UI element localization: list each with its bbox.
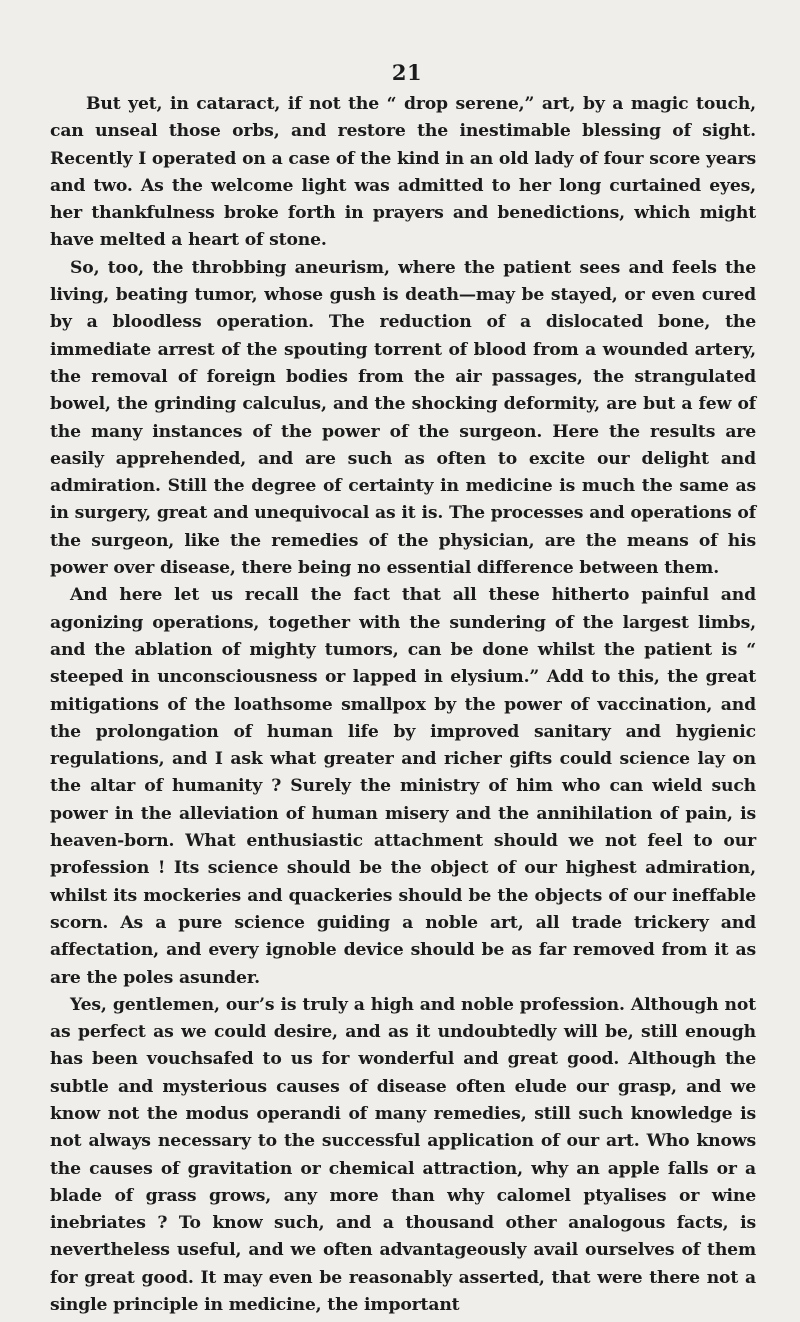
book-page — [50, 60, 756, 1319]
paragraph-painful-operations: And here let us recall the fact that all these hitherto painful and agonizing operations, together with the sundering of the largest limbs, and the ablation of mighty tumors, can be done whilst the patient is “ steeped in unconsciousness or lapped in elysium.” Add to this, the great mitigations of the loathsome smallpox by the power of vaccination, and the prolongation of human life by improved sanitary and hygienic regulations, and I ask what greater and richer gifts could science lay on the altar of humanity ? Surely the ministry of him who can wield such power in the alleviation of human misery and the annihilation of pain, is heaven-born. What enthusiastic attachment should we not feel to our profession ! Its science should be the object of our highest admiration, whilst its mockeries and quackeries should be the objects of our ineffable scorn. As a pure science guiding a noble art, all trade trickery and affectation, and every ignoble device should be as far removed from it as are the poles asunder. — [50, 585, 756, 988]
paragraph-cataract: But yet, in cataract, if not the “ drop serene,” art, by a magic touch, can unseal those orbs, and restore the inestimable blessing of sight. Recently I operated on a case of the kind in an old lady of four score years and two. As the welcome light was admitted to her long curtained eyes, her thankfulness broke forth in prayers and benedictions, which might have melted a heart of stone. — [50, 94, 756, 251]
paragraph-noble-profession: Yes, gentlemen, our’s is truly a high and noble profession. Although not as perfect as we could desire, and as it undoubtedly will be, still enough has been vouchsafed to us for wonderful and great good. Although the subtle and mysterious causes of disease often elude our grasp, and we know not the modus operandi of many remedies, still such knowledge is not always necessary to the successful application of our art. Who knows the causes of gravitation or chemical attraction, why an apple falls or a blade of grass grows, any more than why calomel ptyalises or wine inebriates ? To know such, and a thousand other analogous facts, is nevertheless useful, and we often advantageously avail ourselves of them for great good. It may even be reasonably asserted, that were there not a single principle in medicine, the important — [50, 994, 756, 1316]
paragraph-aneurism: So, too, the throbbing aneurism, where the patient sees and feels the living, beating tumor, whose gush is death—may be stayed, or even cured by a bloodless operation. The reduction of a dislocated bone, the immediate arrest of the spouting torrent of blood from a wounded artery, the removal of foreign bodies from the air passages, the strangulated bowel, the grinding calculus, and the shocking deformity, are but a few of the many instances of the power of the surgeon. Here the results are easily apprehended, and are such as often to excite our delight and admiration. Still the degree of certainty in medicine is much the same as in surgery, great and unequivocal as it is. The processes and operations of the surgeon, like the remedies of the physician, are the means of his power over disease, there being no essential difference between them. — [50, 257, 756, 579]
page-number: 21 — [391, 60, 423, 85]
